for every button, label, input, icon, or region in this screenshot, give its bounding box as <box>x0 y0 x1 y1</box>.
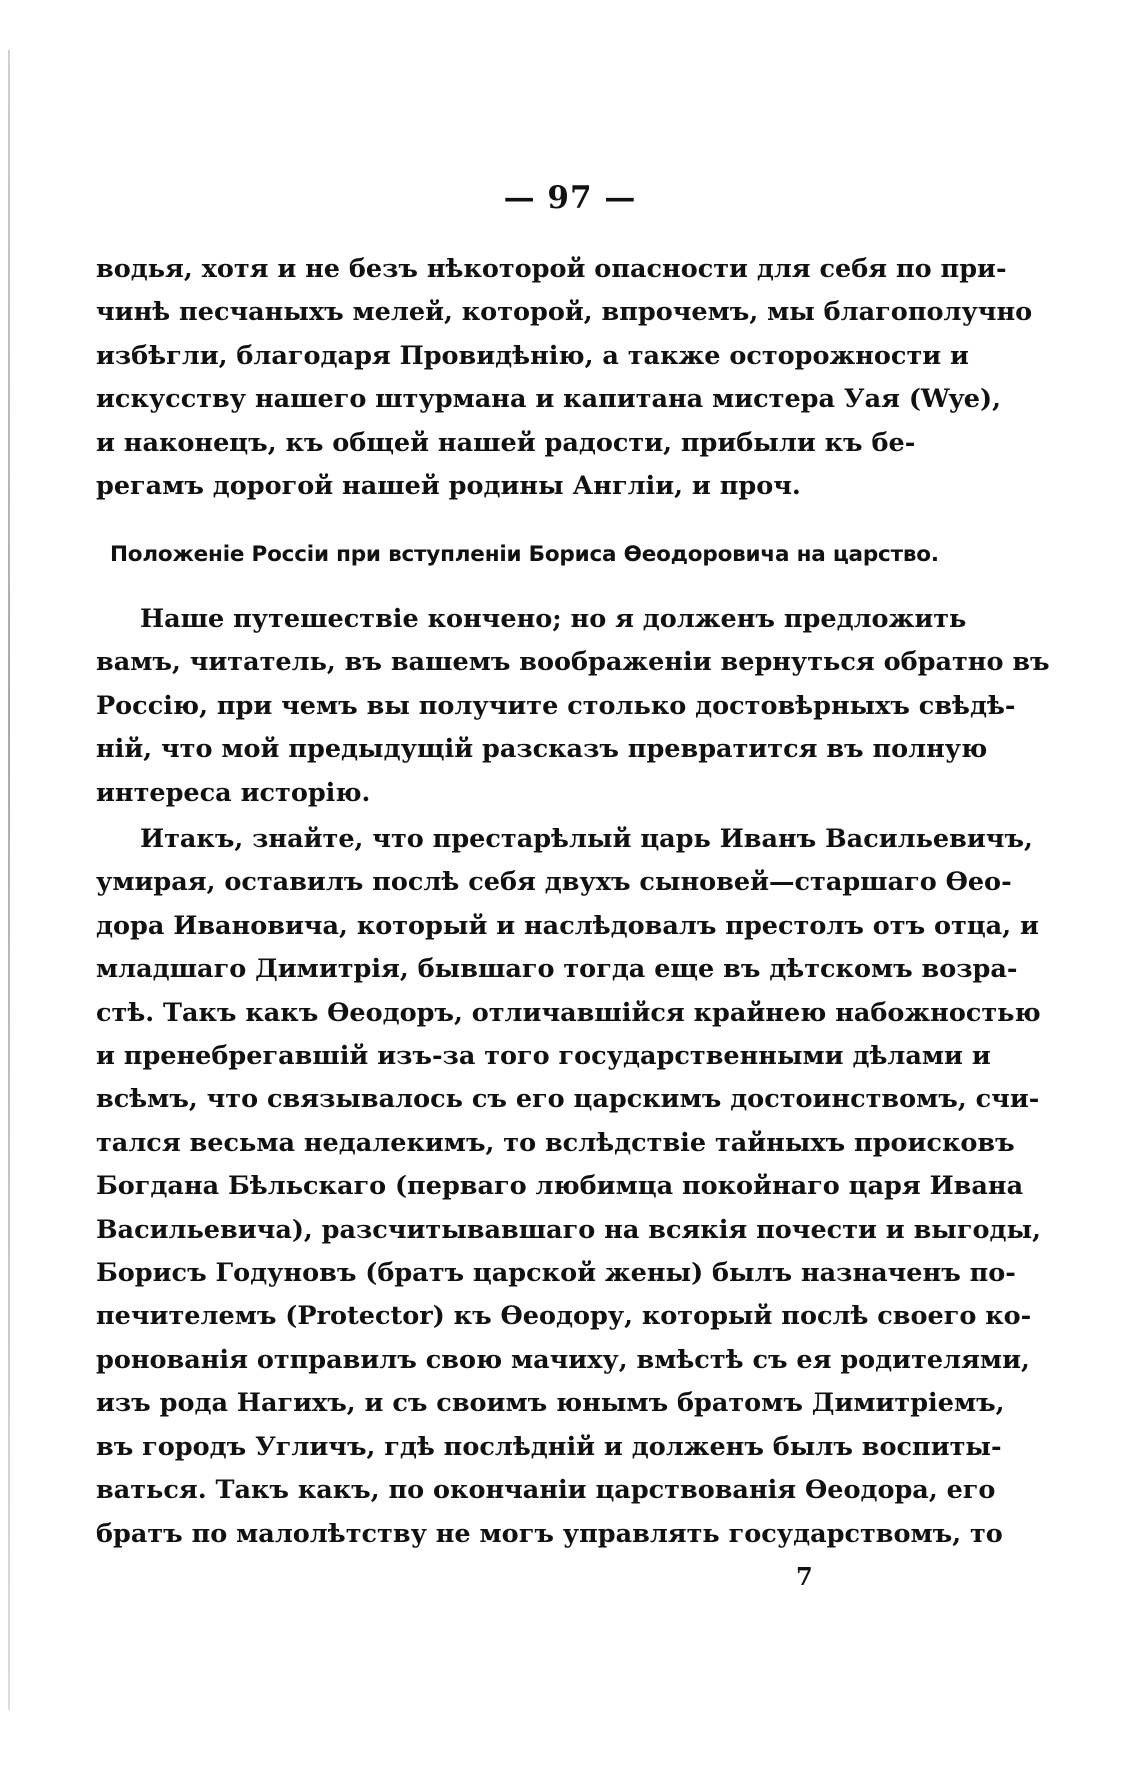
text-line: тался весьма недалекимъ, то вслѣдствіе тайныхъ происковъ <box>96 1127 1015 1158</box>
text-line: регамъ дорогой нашей родины Англіи, и проч. <box>96 471 801 502</box>
text-line: Борисъ Годуновъ (братъ царской жены) былъ назначенъ по- <box>96 1258 1016 1289</box>
text-line: ронованія отправилъ свою мачиху, вмѣстѣ съ ея родителями, <box>96 1344 1030 1375</box>
text-line: избѣгли, благодаря Провидѣнію, а также осторожности и <box>96 340 969 371</box>
text-line: Богдана Бѣльскаго (перваго любимца покойнаго царя Ивана <box>96 1171 1024 1202</box>
text-line: Итакъ, знайте, что престарѣлый царь Иванъ Васильевичъ, <box>140 824 1033 854</box>
text-line: искусству нашего штурмана и капитана мистера Уая (Wye), <box>96 384 1001 415</box>
text-line: чинѣ песчаныхъ мелей, которой, впрочемъ, мы благополучно <box>96 297 1033 328</box>
section-heading: Положеніе Россіи при вступленіи Бориса Ѳеодоровича на царство. <box>110 542 939 567</box>
text-line: Россію, при чемъ вы получите столько достовѣрныхъ свѣдѣ- <box>96 690 1016 721</box>
text-line: ваться. Такъ какъ, по окончаніи царствованія Ѳеодора, его <box>96 1475 996 1506</box>
text-line: Васильевича), разсчитывавшаго на всякія почести и выгоды, <box>96 1214 1041 1245</box>
text-line: водья, хотя и не безъ нѣкоторой опасности для себя по при- <box>96 254 1007 284</box>
signature-mark: 7 <box>796 1562 813 1591</box>
text-line: Наше путешествіе кончено; но я долженъ предложить <box>140 604 967 634</box>
text-line: дора Ивановича, который и наслѣдовалъ престолъ отъ отца, и <box>96 910 1039 941</box>
text-line: и пренебрегавшій изъ-за того государственными дѣлами и <box>96 1041 991 1072</box>
text-line: въ городъ Угличъ, гдѣ послѣдній и долженъ былъ воспиты- <box>96 1431 1002 1462</box>
text-line: умирая, оставилъ послѣ себя двухъ сыновей—старшаго Ѳео- <box>96 867 1012 898</box>
text-line: ній, что мой предыдущій разсказъ превратится въ полную <box>96 734 988 765</box>
paragraph-ivan-succession <box>96 818 1041 1556</box>
text-line: младшаго Димитрія, бывшаго тогда еще въ дѣтскомъ возра- <box>96 954 1018 985</box>
text-line: интереса исторію. <box>96 777 371 808</box>
text-line: братъ по малолѣтству не могъ управлять государствомъ, то <box>96 1518 1003 1549</box>
text-line: стѣ. Такъ какъ Ѳеодоръ, отличавшійся крайнею набожностью <box>96 997 1041 1028</box>
text-line: вамъ, читатель, въ вашемъ воображеніи вернуться обратно въ <box>96 647 1050 678</box>
text-line: и наконецъ, къ общей нашей радости, прибыли къ бе- <box>96 427 916 458</box>
text-line: всѣмъ, что связывалось съ его царскимъ достоинствомъ, счи- <box>96 1084 1040 1115</box>
text-line: печителемъ (Protector) къ Ѳеодору, который послѣ своего ко- <box>96 1301 1032 1332</box>
text-line: изъ рода Нагихъ, и съ своимъ юнымъ братомъ Димитріемъ, <box>96 1388 1005 1419</box>
scan-edge-shadow <box>8 50 10 1710</box>
paragraph-journey-ended <box>96 598 1050 815</box>
paragraph-continuation <box>96 248 1033 508</box>
page-number: — 97 — <box>503 180 637 216</box>
